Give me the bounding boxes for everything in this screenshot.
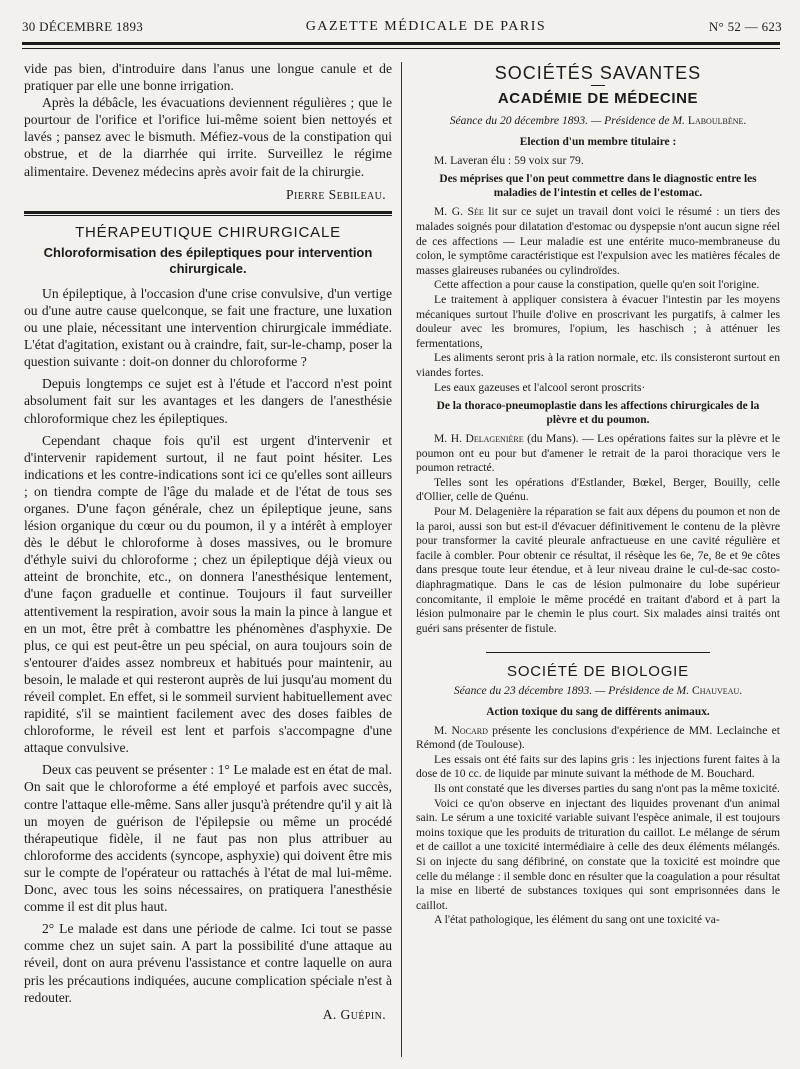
report-paragraph: Les aliments seront pris à la ration normale, etc. ils consisteront surtout en viandes fortes.	[416, 351, 780, 379]
section-title: THÉRAPEUTIQUE CHIRURGICALE	[75, 223, 341, 241]
page-number: N° 52 — 623	[708, 19, 782, 34]
report-paragraph: Ils ont constaté que les diverses parties du sang n'ont pas la même toxicité.	[434, 781, 780, 795]
seance-line: Séance du 23 décembre 1893. — Présidence de M. Chauveau.	[453, 684, 743, 697]
report-paragraph: M. Nocard présente les conclusions d'expérience de MM. Leclainche et Rémond (de Toulouse).	[416, 723, 780, 752]
section-rule-thick	[24, 211, 392, 214]
report-paragraph: Les eaux gazeuses et l'alcool seront proscrits·	[434, 380, 646, 394]
intro-signature: Pierre Sebileau.	[286, 186, 386, 202]
intro-paragraph: vide pas bien, d'introduire dans l'anus une longue canule et de pratiquer par elle une bonne irrigation.	[24, 61, 392, 94]
journal-title: GAZETTE MÉDICALE DE PARIS	[305, 19, 547, 34]
president-name: Chauveau.	[691, 684, 743, 697]
speaker-name: M. H. Delagenière	[434, 432, 524, 446]
speaker-name: M. Nocard	[434, 723, 488, 737]
report-paragraph: Voici ce qu'on observe en injectant des liquides provenant d'un animal sain. Le sérum a une toxicité variable suivant l'espèce animale, il est toujours moins toxique que les produits de trituration du caillot. Le mélange de sérum et de caillot a une toxicité intermédiaire à celle des deux éléments mélangés. Si on injecte du sang défibriné, on constate que la toxicité est moindre que celle du mélange : il semble donc en résulter que la coagulation a pour résultat la mise en liberté de substances toxiques qui sont emprisonnées dans le caillot.	[416, 796, 780, 912]
speaker-name: M. G. Sée	[434, 205, 484, 219]
report-paragraph: Cette affection a pour cause la constipation, quelle qu'en soit l'origine.	[434, 278, 760, 292]
article-title: Chloroformisation des épileptiques pour intervention chirurgicale.	[43, 244, 373, 276]
article-paragraph: Deux cas peuvent se présenter : 1° Le malade est en état de mal. On sait que le chloroforme a été employé et parfois avec succès, contre l'attaque elle-même. Sans aller jusqu'à prétendre qu'il y ait là un moyen de guérison de l'épilepsie ou même un procédé thérapeutique fidèle, il ne faut pas non plus attribuer au chloroforme des accidents (syncope, asphyxie) qui doivent être mis sur le compte de l'opérateur ou rattachés à l'état de mal lui-même. Donc, avec tous les soins nécessaires, on pratiquera l'anesthésie comme il est dit plus haut.	[24, 762, 392, 915]
section-divider	[486, 652, 710, 653]
subject-heading: Action toxique du sang de différents animaux.	[486, 705, 710, 718]
article-paragraph: 2° Le malade est dans une période de calme. Ici tout se passe comme chez un sujet sain. A part la possibilité d'une attaque au réveil, dont on aura prévenu l'assistance et contre laquelle on aura pris les précautions indiquées, aucune complication spéciale n'est à redouter.	[24, 921, 392, 1005]
seance-line: Séance du 20 décembre 1893. — Présidence de M. Laboulbène.	[449, 114, 747, 128]
society-title: ACADÉMIE DE MÉDECINE	[497, 89, 699, 107]
intro-paragraph: Après la débâcle, les évacuations deviennent régulières ; que le pourtour de l'orifice et l'orifice lui-même soient bien nettoyés et lavés ; pansez avec le bismuth. Méfiez-vous de la constipation qui obstrue, et de la diarrhée qui irrite. Surveillez le régime alimentaire. Devenez médecins après avoir fait de la chirurgie.	[24, 95, 392, 179]
article-paragraph: Depuis longtemps ce sujet est à l'étude et l'accord n'est point absolument fait sur les avantages et les dangers de l'anesthésie chloroformique chez les épileptiques.	[24, 376, 392, 426]
column-divider	[401, 62, 402, 1057]
society-title: SOCIÉTÉ DE BIOLOGIE	[507, 663, 689, 681]
report-paragraph: Telles sont les opérations d'Estlander, Bœkel, Berger, Bouilly, celle d'Ollier, celle de Quénu.	[416, 475, 780, 504]
title-dash	[591, 85, 605, 86]
report-paragraph: M. H. Delagenière (du Mans). — Les opérations faites sur la plèvre et le poumon ont eu pour but d'amener le retrait de la paroi thoracique vers le poumon retracté.	[416, 432, 780, 475]
article-paragraph: Un épileptique, à l'occasion d'une crise convulsive, d'un vertige ou d'une autre cause quelconque, se fait une fracture, une luxation ou une plaie, nécessitant une intervention chirurgicale immédiate. L'état d'agitation, existant ou à craindre, fait, sur-le-champ, poser la question suivante : doit-on donner du chloroforme ?	[24, 285, 392, 370]
article-paragraph: Cependant chaque fois qu'il est urgent d'intervenir et d'intervenir rapidement surtout, il ne faut point hésiter. Les indications et les contre-indications sont ici ce qu'elles sont ailleurs ; on tiendra compte de l'âge du malade et de l'état de tous ses organes. D'une façon générale, chez un épileptique jeune, sans lésion organique du cœur ou du poumon, il y a intérêt à employer dès le début le chloroforme à doses massives, ou le bromure d'éthyle suivi du chloroforme ; chez un épileptique déjà vieux ou atteint de bronchite, etc., on donnera l'anesthésique lentement, d'une façon graduelle et continue. Toujours il faut surveiller attentivement la respiration, avoir sous la main la pince à langue et en un mot, être prêt à combattre les phénomènes d'asphyxie. De plus, ce qui est peut-être un peu spécial, on aura toujours soin de s'entourer d'aides assez nombreux et habitués pour maintenir, au besoin, le malade et qui resteront auprès de lui jusqu'au moment du réveil complet. En effet, si le sommeil survient habituellement avec rapidité, s'il se maintient facilement avec des doses faibles de chloroforme, le réveil est lent et parfois s'accompagne d'une attaque convulsive.	[24, 432, 392, 756]
right-column	[416, 60, 780, 928]
president-name: Laboulbène.	[687, 114, 747, 128]
report-paragraph: Les essais ont été faits sur des lapins gris : les injections furent faites à la dose de 10 cc. de liquide par minute suivant la méthode de M. Bouchard.	[416, 752, 780, 781]
left-column	[24, 60, 392, 1023]
page-header	[22, 14, 782, 40]
article-signature: A. Guépin.	[322, 1006, 386, 1022]
report-paragraph: M. G. Sée lit sur ce sujet un travail dont voici le résumé : un tiers des malades soignés pour dilatation d'estomac ou dyspepsie n'ont aucun signe réel de ces affections — Leur maladie est une entérite muco-membraneuse du colon, le symptôme caractéristique est l'expulsion avec les matières fécales de masses glaireuses rubanées ou cylindroïdes.	[416, 205, 780, 277]
section-title: SOCIÉTÉS SAVANTES	[494, 63, 702, 83]
header-rule-thick	[22, 42, 780, 45]
issue-date: 30 DÉCEMBRE 1893	[22, 19, 144, 34]
report-paragraph: M. Laveran élu : 59 voix sur 79.	[434, 153, 584, 167]
header-rule-thin	[22, 48, 780, 49]
subject-heading: Election d'un membre titulaire :	[519, 135, 677, 148]
report-paragraph: Le traitement à appliquer consistera à évacuer l'intestin par les moyens mécaniques surtout l'huile d'olive en proscrivant les purgatifs, à calmer les douleur avec les bromures, l'opium, les haschisch ; à atténuer les fermentations,	[416, 292, 780, 350]
report-paragraph: Pour M. Delagenière la réparation se fait aux dépens du poumon et non de la paroi, aussi son but est-il d'évacuer définitivement le contenu de la plèvre pour transformer la cavité pleurale anfractueuse en une cavité régulière et facile à combler. Pour obtenir ce résultat, il résèque les 6e, 7e, 8e et 9e côtes dans presque toute leur étendue, et à leur niveau draine le cul-de-sac costo-diaphragmatique. Dans le cas de lésion pulmonaire du lobe supérieur concomitante, il emploie le même procédé en traitant d'abord et à part la lésion pulmonaire par le chemin le plus court. Six malades ainsi traités ont guéri sans présenter de fistule.	[416, 505, 780, 635]
section-rule-thin	[24, 215, 392, 216]
subject-heading: De la thoraco-pneumoplastie dans les affections chirurgicales de la plèvre et du poumon.	[436, 400, 760, 427]
subject-heading: Des méprises que l'on peut commettre dans le diagnostic entre les maladies de l'intestin et celles de l'estomac.	[439, 173, 757, 200]
report-paragraph: A l'état pathologique, les élément du sang ont une toxicité va-	[434, 913, 720, 927]
